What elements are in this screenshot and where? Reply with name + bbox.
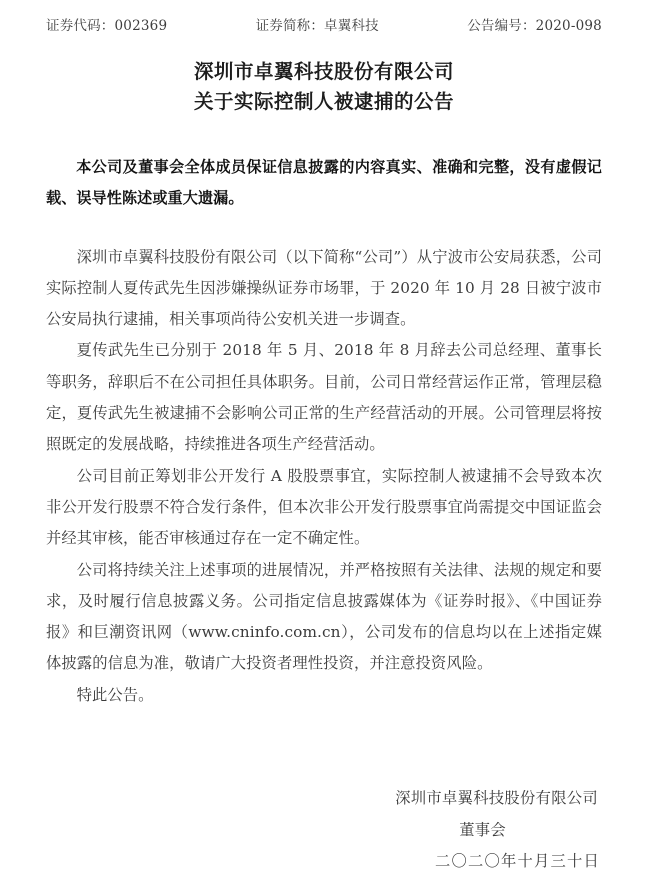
signature-date: 二〇二〇年十月三十日 <box>435 852 600 870</box>
security-code: 证券代码：002369 <box>46 18 168 34</box>
signature-company-name: 深圳市卓翼科技股份有限公司 <box>395 789 598 807</box>
title-line-subject: 关于实际控制人被逮捕的公告 <box>193 90 454 113</box>
signature-block <box>0 783 602 876</box>
announcement-number: 公告编号：2020-098 <box>467 18 602 34</box>
spacer <box>46 215 602 242</box>
title-line-company: 深圳市卓翼科技股份有限公司 <box>193 60 454 83</box>
document-body <box>46 152 602 711</box>
paragraph-disclosure-media: 公司将持续关注上述事项的进展情况，并严格按照有关法律、法规的规定和要求，及时履行信息披露义务。公司指定信息披露媒体为《证券时报》、《中国证券报》和巨潮资讯网（www.cninfo.com.cn），公司发布的信息均以在上述指定媒体披露的信息为准，敬请广大投资者理性投资，并注意投资风险。 <box>46 560 602 673</box>
signature-board: 董事会 <box>459 820 506 839</box>
paragraph-closing: 特此公告。 <box>76 685 154 704</box>
paragraph-private-placement: 公司目前正筹划非公开发行 A 股股票事宜，实际控制人被逮捕不会导致本次非公开发行股票不符合发行条件，但本次非公开发行股票事宜尚需提交中国证监会并经其审核，能否审核通过存在一定不确定性。 <box>46 466 602 548</box>
security-abbreviation: 证券简称：卓翼科技 <box>255 18 379 34</box>
paragraph-arrest-notice: 深圳市卓翼科技股份有限公司（以下简称“公司”）从宁波市公安局获悉，公司实际控制人夏传武先生因涉嫌操纵证券市场罪，于 2020 年 10 月 28 日被宁波市公安局执行逮捕，相关事项尚待公安机关进一步调查。 <box>46 247 602 329</box>
disclaimer-statement: 本公司及董事会全体成员保证信息披露的内容真实、准确和完整，没有虚假记载、误导性陈述或重大遗漏。 <box>46 158 602 208</box>
paragraph-resignation-and-operations: 夏传武先生已分别于 2018 年 5 月、2018 年 8 月辞去公司总经理、董事长等职务，辞职后不在公司担任具体职务。目前，公司日常经营运作正常，管理层稳定，夏传武先生被逮捕不会影响公司正常的生产经营活动的开展。公司管理层将按照既定的发展战略，持续推进各项生产经营活动。 <box>46 341 602 454</box>
document-header <box>46 14 602 34</box>
page-title <box>0 57 648 117</box>
